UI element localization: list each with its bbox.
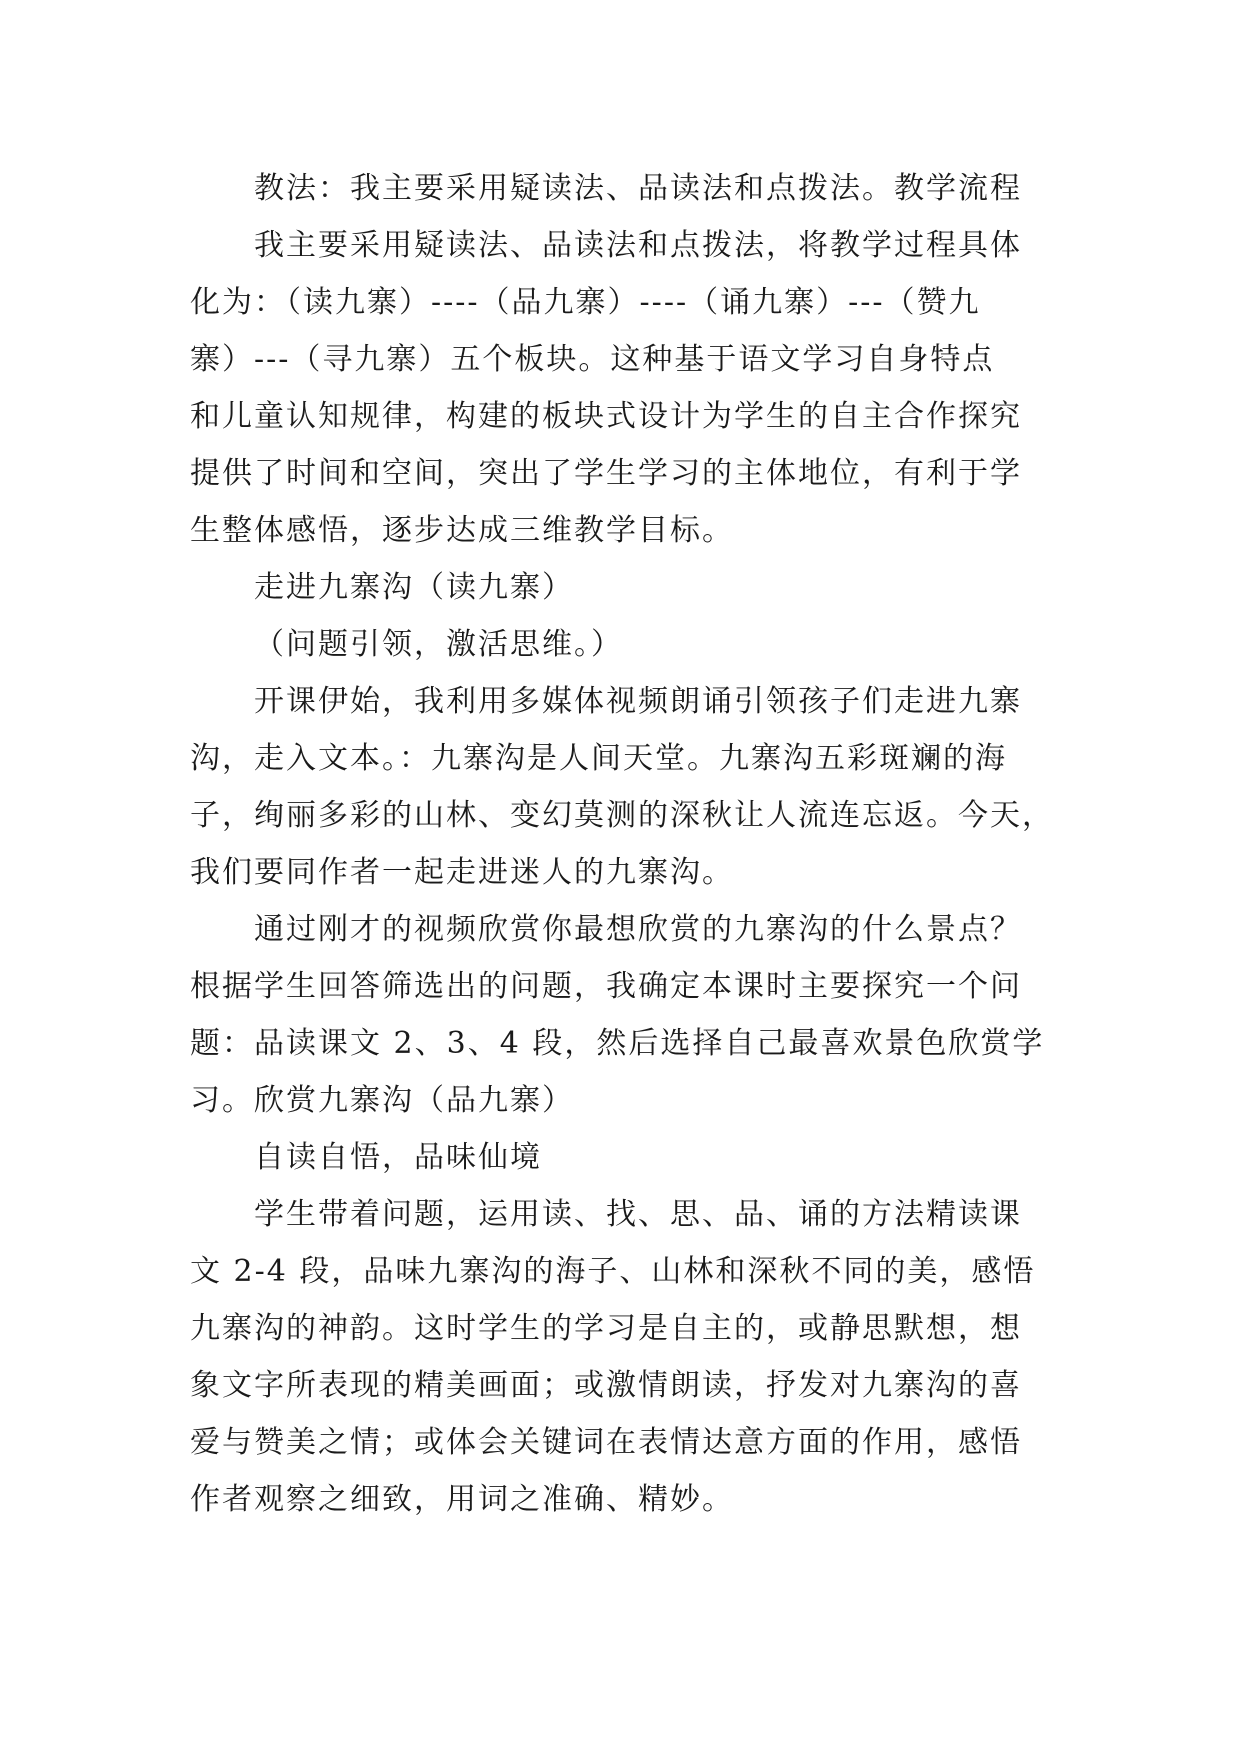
text-line: 和儿童认知规律，构建的板块式设计为学生的自主合作探究 (190, 399, 1022, 434)
text-line: 通过刚才的视频欣赏你最想欣赏的九寨沟的什么景点？ (254, 912, 1022, 947)
text-line: 寨）---（寻九寨）五个板块。这种基于语文学习自身特点 (190, 342, 995, 377)
text-line: 根据学生回答筛选出的问题，我确定本课时主要探究一个问 (190, 969, 1022, 1004)
section-subheading: （问题引领，激活思维。） (254, 627, 623, 662)
section-heading: 走进九寨沟（读九寨） (254, 570, 574, 605)
document-body (190, 160, 1052, 1528)
text-line: 生整体感悟，逐步达成三维教学目标。 (190, 513, 734, 548)
text-line: 文 2-4 段，品味九寨沟的海子、山林和深秋不同的美，感悟 (190, 1254, 1036, 1289)
text-line: 沟，走入文本。：九寨沟是人间天堂。九寨沟五彩斑斓的海 (190, 741, 1007, 776)
text-line: 象文字所表现的精美画面；或激情朗读，抒发对九寨沟的喜 (190, 1368, 1022, 1403)
text-line: 我主要采用疑读法、品读法和点拨法，将教学过程具体 (254, 228, 1022, 263)
text-line: 习。欣赏九寨沟（品九寨） (190, 1083, 574, 1118)
text-line: 我们要同作者一起走进迷人的九寨沟。 (190, 855, 734, 890)
section-heading: 自读自悟，品味仙境 (254, 1140, 542, 1175)
text-line: 九寨沟的神韵。这时学生的学习是自主的，或静思默想，想 (190, 1311, 1022, 1346)
text-line: 化为：（读九寨）----（品九寨）----（诵九寨）---（赞九 (190, 285, 981, 320)
text-line: 作者观察之细致，用词之准确、精妙。 (190, 1482, 734, 1517)
text-line: 子，绚丽多彩的山林、变幻莫测的深秋让人流连忘返。今天， (190, 798, 1054, 833)
text-line: 提供了时间和空间，突出了学生学习的主体地位，有利于学 (190, 456, 1022, 491)
text-line: 教法：我主要采用疑读法、品读法和点拨法。教学流程 (254, 171, 1022, 206)
text-line: 开课伊始，我利用多媒体视频朗诵引领孩子们走进九寨 (254, 684, 1022, 719)
text-line: 学生带着问题，运用读、找、思、品、诵的方法精读课 (254, 1197, 1022, 1232)
text-line: 题：品读课文 2、3、4 段，然后选择自己最喜欢景色欣赏学 (190, 1026, 1045, 1061)
text-line: 爱与赞美之情；或体会关键词在表情达意方面的作用，感悟 (190, 1425, 1022, 1460)
